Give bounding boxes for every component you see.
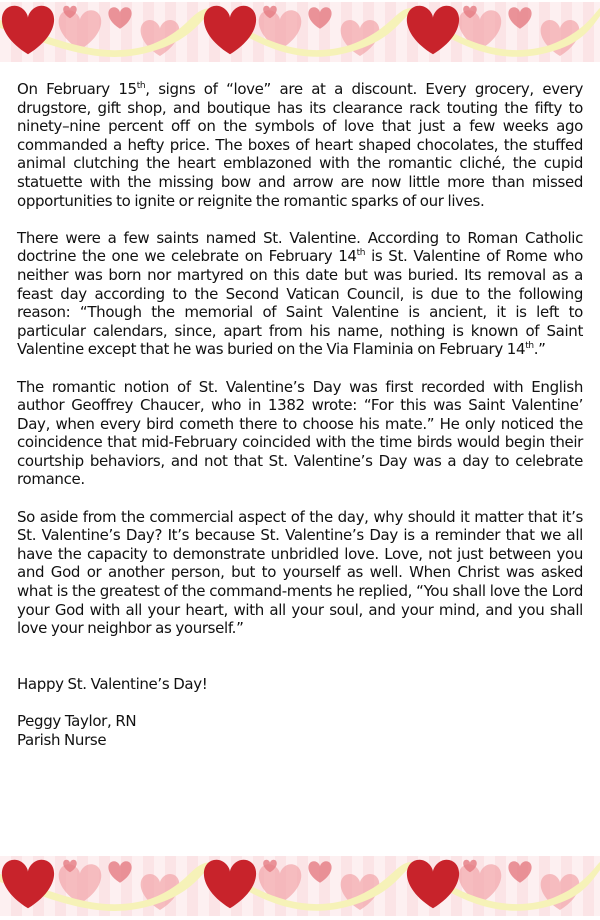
hearts-banner-top — [0, 0, 600, 64]
paragraph-2 — [17, 229, 583, 359]
paragraph-1 — [17, 80, 583, 210]
text: There were a few saints named St. Valentine. According to Roman Catholic doctrine the one we celebrate on February 14 — [17, 228, 583, 266]
hearts-banner-bottom — [0, 854, 600, 918]
superscript: th — [525, 341, 534, 352]
text: .” — [533, 340, 546, 359]
superscript: th — [136, 81, 146, 91]
closing-line: Happy St. Valentine’s Day! — [17, 675, 208, 693]
text: , signs of “love” are at a discount. Every grocery, every drugstore, gift shop, and boutique has its clearance rack touting the fifty to ninety–nine percent off on the symbols of love that just a few weeks ago commanded a hefty price. The boxes of heart shaped chocolates, the stuffed animal clutching the heart emblazoned with the romantic cliché, the cupid statuette with the missing bow and arrow are now little more than missed opportunities to ignite or reignite the romantic sparks of our lives. — [17, 80, 583, 210]
text: is St. Valentine of Rome who neither was born nor martyred on this date but was buried. Its removal as a feast day according to the Second Vatican Council, is due to the following reason: “Though the memorial of Saint Valentine is ancient, it is left to particular calendars, since, apart from his name, nothing is known of Saint Valentine except that he was buried on the Via Flaminia on February 14 — [17, 247, 584, 359]
text: On February 15 — [17, 80, 137, 98]
paragraph-3: The romantic notion of St. Valentine’s Day was first recorded with English author Geoffrey Chaucer, who in 1382 wrote: “For this was Saint Valentine’ Day, when every bird cometh there to choose his mate.” He only noticed the coincidence that mid-February coincided with the time birds would begin their courtship behaviors, and not that St. Valentine’s Day was a day to celebrate romance. — [17, 377, 583, 489]
superscript: th — [356, 248, 366, 259]
signature-name: Peggy Taylor, RN — [17, 712, 137, 731]
letter-body — [17, 80, 583, 749]
signature-title: Parish Nurse — [17, 730, 107, 749]
paragraph-4: So aside from the commercial aspect of the day, why should it matter that it’s St. Valentine’s Day? It’s because St. Valentine’s Day is a reminder that we all have the capacity to demonstrate unbridled love. Love, not just between you and God or another person, but to yourself as well. When Christ was asked what is the greatest of the command-ments he replied, “You shall love the Lord your God with all your heart, with all your soul, and your mind, and you shall love your neighbor as yourself.” — [17, 507, 583, 638]
